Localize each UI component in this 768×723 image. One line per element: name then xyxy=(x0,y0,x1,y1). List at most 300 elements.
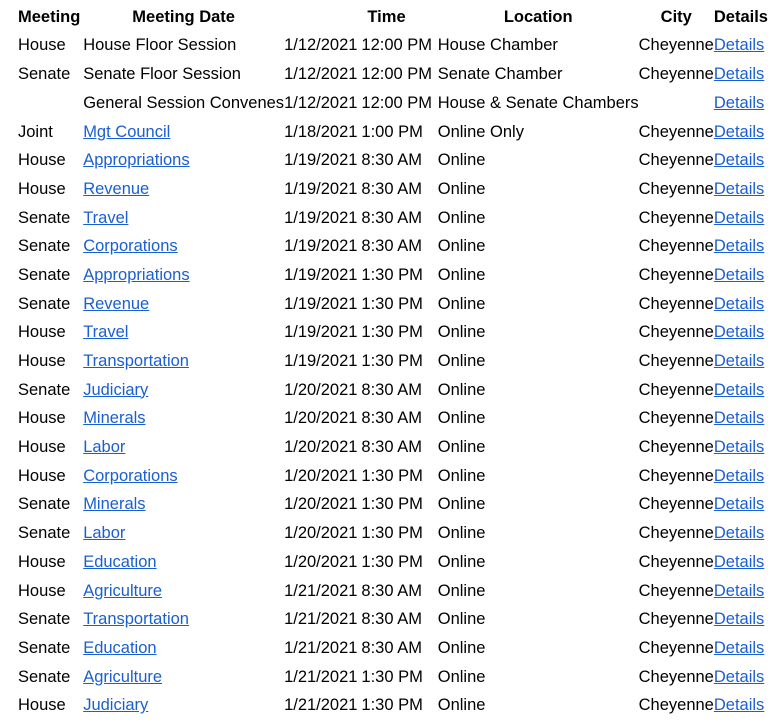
city: Cheyenne xyxy=(638,466,714,485)
details-cell xyxy=(714,146,768,175)
chamber-cell xyxy=(14,89,83,118)
meeting-date-cell xyxy=(284,519,361,548)
meeting-name-link[interactable]: Revenue xyxy=(83,294,150,313)
meeting-name-link[interactable]: Labor xyxy=(83,438,126,457)
meeting-name-link[interactable]: Appropriations xyxy=(83,151,190,170)
location: Online xyxy=(437,466,486,485)
details-link[interactable]: Details xyxy=(713,65,765,84)
table-row xyxy=(14,548,768,577)
location: Online xyxy=(437,294,486,313)
location: Senate Chamber xyxy=(437,65,563,84)
location: House & Senate Chambers xyxy=(437,93,639,112)
city: Cheyenne xyxy=(638,667,714,686)
meeting-date: 1/21/2021 xyxy=(284,581,358,600)
details-cell xyxy=(714,232,768,261)
meeting-name-cell xyxy=(83,204,284,233)
location: Online xyxy=(437,151,486,170)
header-date-spacer xyxy=(284,3,361,32)
meeting-time: 1:30 PM xyxy=(361,466,423,485)
meeting-date: 1/20/2021 xyxy=(284,524,358,543)
meeting-name-link[interactable]: Appropriations xyxy=(83,265,190,284)
meeting-time: 1:30 PM xyxy=(361,265,423,284)
meeting-date-cell xyxy=(284,663,361,692)
city-cell xyxy=(639,405,714,434)
city: Cheyenne xyxy=(638,323,714,342)
chamber: Senate xyxy=(18,294,71,313)
table-row xyxy=(14,261,768,290)
city-cell xyxy=(639,175,714,204)
meeting-date: 1/19/2021 xyxy=(284,237,358,256)
meeting-date-cell xyxy=(284,318,361,347)
chamber-cell xyxy=(14,548,83,577)
details-cell xyxy=(714,405,768,434)
details-cell xyxy=(714,347,768,376)
city: Cheyenne xyxy=(638,208,714,227)
details-link[interactable]: Details xyxy=(713,237,765,256)
table-row xyxy=(14,347,768,376)
header-location: Location xyxy=(503,7,573,26)
chamber: Senate xyxy=(18,638,71,657)
details-link[interactable]: Details xyxy=(713,352,765,370)
meeting-name-link[interactable]: Mgt Council xyxy=(83,122,171,141)
table-row xyxy=(14,491,768,520)
meeting-name-link[interactable]: Corporations xyxy=(83,237,178,256)
city-cell xyxy=(639,347,714,376)
meeting-date: 1/20/2021 xyxy=(284,495,358,514)
meeting-time: 8:30 AM xyxy=(361,380,422,399)
meeting-name-link[interactable]: Labor xyxy=(83,524,126,543)
location-cell xyxy=(438,519,639,548)
meeting-time: 1:30 PM xyxy=(361,696,423,715)
city: Cheyenne xyxy=(638,151,714,170)
meeting-date: 1/12/2021 xyxy=(284,36,358,55)
city-cell xyxy=(639,60,714,89)
city: Cheyenne xyxy=(638,438,714,457)
meeting-date: 1/20/2021 xyxy=(284,409,358,428)
meeting-time-cell xyxy=(361,318,437,347)
meeting-time: 1:00 PM xyxy=(361,122,423,141)
meeting-time: 1:30 PM xyxy=(361,323,423,342)
meeting-time: 8:30 AM xyxy=(361,237,422,256)
location-cell xyxy=(438,232,639,261)
meeting-time-cell xyxy=(361,405,437,434)
details-cell xyxy=(714,548,768,577)
location: Online xyxy=(437,495,486,514)
meeting-name-cell xyxy=(83,347,284,376)
city-cell xyxy=(639,519,714,548)
chamber: Senate xyxy=(18,237,71,256)
location-cell xyxy=(438,405,639,434)
meeting-date: 1/21/2021 xyxy=(284,610,358,629)
header-city: City xyxy=(660,7,692,26)
city: Cheyenne xyxy=(638,265,714,284)
meeting-date-cell xyxy=(284,204,361,233)
details-cell xyxy=(714,663,768,692)
meeting-time-cell xyxy=(361,433,437,462)
location: Online xyxy=(437,380,486,399)
meeting-date: 1/19/2021 xyxy=(284,151,358,170)
location-cell xyxy=(438,491,639,520)
meeting-time: 8:30 AM xyxy=(361,610,422,629)
location: Online xyxy=(437,265,486,284)
meeting-name-cell xyxy=(83,261,284,290)
header-meeting-date: Meeting Date xyxy=(132,7,235,26)
chamber: Senate xyxy=(18,380,71,399)
chamber-cell xyxy=(14,204,83,233)
meeting-time-cell xyxy=(361,118,437,147)
details-link[interactable]: Details xyxy=(713,294,765,313)
meeting-date: 1/19/2021 xyxy=(284,294,358,313)
meeting-time-cell xyxy=(361,577,437,606)
location-cell xyxy=(438,634,639,663)
meeting-date-cell xyxy=(284,376,361,405)
location-cell xyxy=(438,376,639,405)
location: Online Only xyxy=(437,122,524,141)
location-cell xyxy=(438,60,639,89)
meeting-date-cell xyxy=(284,290,361,319)
meeting-date: 1/20/2021 xyxy=(284,466,358,485)
meeting-name-cell xyxy=(83,605,284,634)
city: Cheyenne xyxy=(638,352,714,370)
table-row xyxy=(14,376,768,405)
meeting-time: 8:30 AM xyxy=(361,409,422,428)
chamber-cell xyxy=(14,347,83,376)
meeting-name-cell xyxy=(83,634,284,663)
meeting-date: 1/12/2021 xyxy=(284,65,358,84)
chamber: House xyxy=(18,552,66,571)
chamber: Joint xyxy=(18,122,53,141)
location-cell xyxy=(438,462,639,491)
header-details: Details xyxy=(713,7,768,26)
meeting-date-cell xyxy=(284,462,361,491)
city: Cheyenne xyxy=(638,610,714,629)
chamber-cell xyxy=(14,32,83,61)
details-link[interactable]: Details xyxy=(713,265,765,284)
location: Online xyxy=(437,352,486,370)
meetings-table xyxy=(14,3,768,720)
details-cell xyxy=(714,89,768,118)
meeting-name-cell xyxy=(83,376,284,405)
meeting-date-cell xyxy=(284,32,361,61)
city-cell xyxy=(639,290,714,319)
city: Cheyenne xyxy=(638,237,714,256)
meeting-name-link[interactable]: Minerals xyxy=(83,495,146,514)
meeting-name-cell xyxy=(83,491,284,520)
chamber: Senate xyxy=(18,610,71,629)
meeting-name-link[interactable]: Judiciary xyxy=(83,380,149,399)
location-cell xyxy=(438,347,639,376)
meeting-name-cell xyxy=(83,318,284,347)
meeting-date-cell xyxy=(284,118,361,147)
meeting-time-cell xyxy=(361,519,437,548)
chamber: House xyxy=(18,438,66,457)
table-row xyxy=(14,204,768,233)
meeting-date: 1/21/2021 xyxy=(284,638,358,657)
location: House Chamber xyxy=(437,36,558,55)
location: Online xyxy=(437,610,486,629)
meeting-date-cell xyxy=(284,232,361,261)
meeting-name-link[interactable]: Judiciary xyxy=(83,696,149,715)
table-row xyxy=(14,175,768,204)
meeting-name-link[interactable]: Education xyxy=(83,638,157,657)
location: Online xyxy=(437,438,486,457)
header-time: Time xyxy=(367,7,406,26)
meeting-name-link[interactable]: Agriculture xyxy=(83,667,163,686)
chamber-cell xyxy=(14,146,83,175)
details-link[interactable]: Details xyxy=(713,495,765,514)
header-meeting: Meeting xyxy=(18,7,81,26)
meeting-time-cell xyxy=(361,204,437,233)
meeting-time-cell xyxy=(361,60,437,89)
city: Cheyenne xyxy=(638,696,714,715)
chamber: House xyxy=(18,409,66,428)
chamber: House xyxy=(18,179,66,198)
table-body xyxy=(14,32,768,721)
details-cell xyxy=(714,290,768,319)
meeting-time: 1:30 PM xyxy=(361,495,423,514)
chamber: Senate xyxy=(18,495,71,514)
chamber: House xyxy=(18,36,66,55)
meeting-date: 1/21/2021 xyxy=(284,667,358,686)
meeting-date: 1/19/2021 xyxy=(284,265,358,284)
details-link[interactable]: Details xyxy=(713,696,765,715)
meeting-date-cell xyxy=(284,175,361,204)
details-link[interactable]: Details xyxy=(713,638,765,657)
meeting-date-cell xyxy=(284,691,361,720)
meeting-name-cell xyxy=(83,32,284,61)
meeting-date: 1/18/2021 xyxy=(284,122,358,141)
chamber-cell xyxy=(14,462,83,491)
location-cell xyxy=(438,577,639,606)
chamber-cell xyxy=(14,491,83,520)
meeting-name-cell xyxy=(83,232,284,261)
meeting-name-cell xyxy=(83,519,284,548)
meeting-date: 1/19/2021 xyxy=(284,179,358,198)
location-cell xyxy=(438,204,639,233)
table-row xyxy=(14,118,768,147)
meeting-name-cell xyxy=(83,175,284,204)
details-cell xyxy=(714,433,768,462)
chamber: Senate xyxy=(18,265,71,284)
details-link[interactable]: Details xyxy=(713,438,765,457)
meeting-time: 1:30 PM xyxy=(361,352,423,370)
table-row xyxy=(14,605,768,634)
meeting-time-cell xyxy=(361,491,437,520)
details-cell xyxy=(714,376,768,405)
city-cell xyxy=(639,462,714,491)
location: Online xyxy=(437,581,486,600)
meeting-time-cell xyxy=(361,261,437,290)
chamber: House xyxy=(18,352,66,370)
location-cell xyxy=(438,261,639,290)
meeting-name-link[interactable]: Transportation xyxy=(83,610,189,629)
city: Cheyenne xyxy=(638,409,714,428)
chamber: House xyxy=(18,581,66,600)
details-link[interactable]: Details xyxy=(713,179,765,198)
meeting-date-cell xyxy=(284,433,361,462)
table-row xyxy=(14,89,768,118)
chamber-cell xyxy=(14,175,83,204)
details-link[interactable]: Details xyxy=(713,409,765,428)
meeting-time: 1:30 PM xyxy=(361,552,423,571)
details-link[interactable]: Details xyxy=(713,380,765,399)
chamber-cell xyxy=(14,318,83,347)
meeting-name-cell xyxy=(83,405,284,434)
details-cell xyxy=(714,60,768,89)
meeting-time-cell xyxy=(361,290,437,319)
details-link[interactable]: Details xyxy=(713,667,765,686)
table-row xyxy=(14,691,768,720)
location: Online xyxy=(437,179,486,198)
city: Cheyenne xyxy=(638,36,714,55)
details-link[interactable]: Details xyxy=(713,151,765,170)
details-cell xyxy=(714,462,768,491)
city-cell xyxy=(639,634,714,663)
city: Cheyenne xyxy=(638,122,714,141)
meeting-date: 1/20/2021 xyxy=(284,552,358,571)
location: Online xyxy=(437,667,486,686)
city: Cheyenne xyxy=(638,179,714,198)
meeting-time-cell xyxy=(361,663,437,692)
location-cell xyxy=(438,663,639,692)
location: Online xyxy=(437,237,486,256)
chamber-cell xyxy=(14,605,83,634)
meeting-time-cell xyxy=(361,605,437,634)
location-cell xyxy=(438,118,639,147)
details-cell xyxy=(714,634,768,663)
meeting-date: 1/19/2021 xyxy=(284,208,358,227)
table-header xyxy=(14,3,768,32)
city: Cheyenne xyxy=(638,294,714,313)
table-row xyxy=(14,405,768,434)
location: Online xyxy=(437,638,486,657)
location-cell xyxy=(438,89,639,118)
chamber: House xyxy=(18,151,66,170)
location-cell xyxy=(438,175,639,204)
meeting-time: 1:30 PM xyxy=(361,524,423,543)
meeting-name-link[interactable]: Corporations xyxy=(83,466,178,485)
location-cell xyxy=(438,146,639,175)
meeting-name: General Session Convenes xyxy=(83,93,285,112)
meeting-name-cell xyxy=(83,577,284,606)
meeting-name-link[interactable]: Travel xyxy=(83,208,129,227)
location: Online xyxy=(437,696,486,715)
city-cell xyxy=(639,433,714,462)
details-cell xyxy=(714,691,768,720)
details-link[interactable]: Details xyxy=(713,466,765,485)
meeting-date-cell xyxy=(284,577,361,606)
meeting-time: 12:00 PM xyxy=(361,36,433,55)
meeting-name: House Floor Session xyxy=(83,36,237,55)
meeting-name-cell xyxy=(83,548,284,577)
table-row xyxy=(14,60,768,89)
table-row xyxy=(14,232,768,261)
city: Cheyenne xyxy=(638,581,714,600)
location: Online xyxy=(437,552,486,571)
chamber-cell xyxy=(14,60,83,89)
meeting-name-link[interactable]: Travel xyxy=(83,323,129,342)
details-cell xyxy=(714,605,768,634)
details-link[interactable]: Details xyxy=(713,36,765,55)
location-cell xyxy=(438,691,639,720)
meeting-time-cell xyxy=(361,691,437,720)
meeting-date: 1/20/2021 xyxy=(284,380,358,399)
details-link[interactable]: Details xyxy=(713,323,765,342)
meeting-name-cell xyxy=(83,118,284,147)
meeting-time: 8:30 AM xyxy=(361,151,422,170)
meeting-date-cell xyxy=(284,60,361,89)
details-cell xyxy=(714,519,768,548)
details-link[interactable]: Details xyxy=(713,122,765,141)
meeting-time-cell xyxy=(361,146,437,175)
city: Cheyenne xyxy=(638,65,714,84)
location-cell xyxy=(438,290,639,319)
location: Online xyxy=(437,208,486,227)
chamber-cell xyxy=(14,519,83,548)
meeting-time: 8:30 AM xyxy=(361,638,422,657)
meeting-date-cell xyxy=(284,634,361,663)
meeting-name-link[interactable]: Agriculture xyxy=(83,581,163,600)
city-cell xyxy=(639,548,714,577)
meeting-name-link[interactable]: Minerals xyxy=(83,409,146,428)
meeting-name-cell xyxy=(83,89,284,118)
location-cell xyxy=(438,605,639,634)
chamber: Senate xyxy=(18,65,71,84)
city-cell xyxy=(639,577,714,606)
city-cell xyxy=(639,118,714,147)
details-link[interactable]: Details xyxy=(713,581,765,600)
details-cell xyxy=(714,318,768,347)
city-cell xyxy=(639,232,714,261)
meeting-name-link[interactable]: Education xyxy=(83,552,157,571)
meeting-date: 1/21/2021 xyxy=(284,696,358,715)
meeting-name-cell xyxy=(83,663,284,692)
details-link[interactable]: Details xyxy=(713,552,765,571)
table-row xyxy=(14,462,768,491)
chamber-cell xyxy=(14,118,83,147)
details-link[interactable]: Details xyxy=(713,524,765,543)
meeting-name-link[interactable]: Transportation xyxy=(83,352,189,370)
table-row xyxy=(14,663,768,692)
meeting-time: 1:30 PM xyxy=(361,667,423,686)
details-link[interactable]: Details xyxy=(713,208,765,227)
chamber-cell xyxy=(14,577,83,606)
details-link[interactable]: Details xyxy=(713,610,765,629)
meeting-name-cell xyxy=(83,290,284,319)
city-cell xyxy=(639,663,714,692)
details-cell xyxy=(714,175,768,204)
header-row xyxy=(14,3,768,32)
chamber-cell xyxy=(14,376,83,405)
meeting-time: 12:00 PM xyxy=(361,65,433,84)
meeting-time-cell xyxy=(361,347,437,376)
table-row xyxy=(14,318,768,347)
chamber-cell xyxy=(14,691,83,720)
chamber: Senate xyxy=(18,208,71,227)
meeting-time-cell xyxy=(361,462,437,491)
details-link[interactable]: Details xyxy=(713,93,765,112)
meeting-time-cell xyxy=(361,548,437,577)
meeting-date: 1/12/2021 xyxy=(284,93,358,112)
meeting-name-link[interactable]: Revenue xyxy=(83,179,150,198)
meeting-date-cell xyxy=(284,89,361,118)
location-cell xyxy=(438,318,639,347)
chamber-cell xyxy=(14,261,83,290)
meeting-name: Senate Floor Session xyxy=(83,65,241,84)
details-cell xyxy=(714,118,768,147)
details-cell xyxy=(714,204,768,233)
city-cell xyxy=(639,261,714,290)
